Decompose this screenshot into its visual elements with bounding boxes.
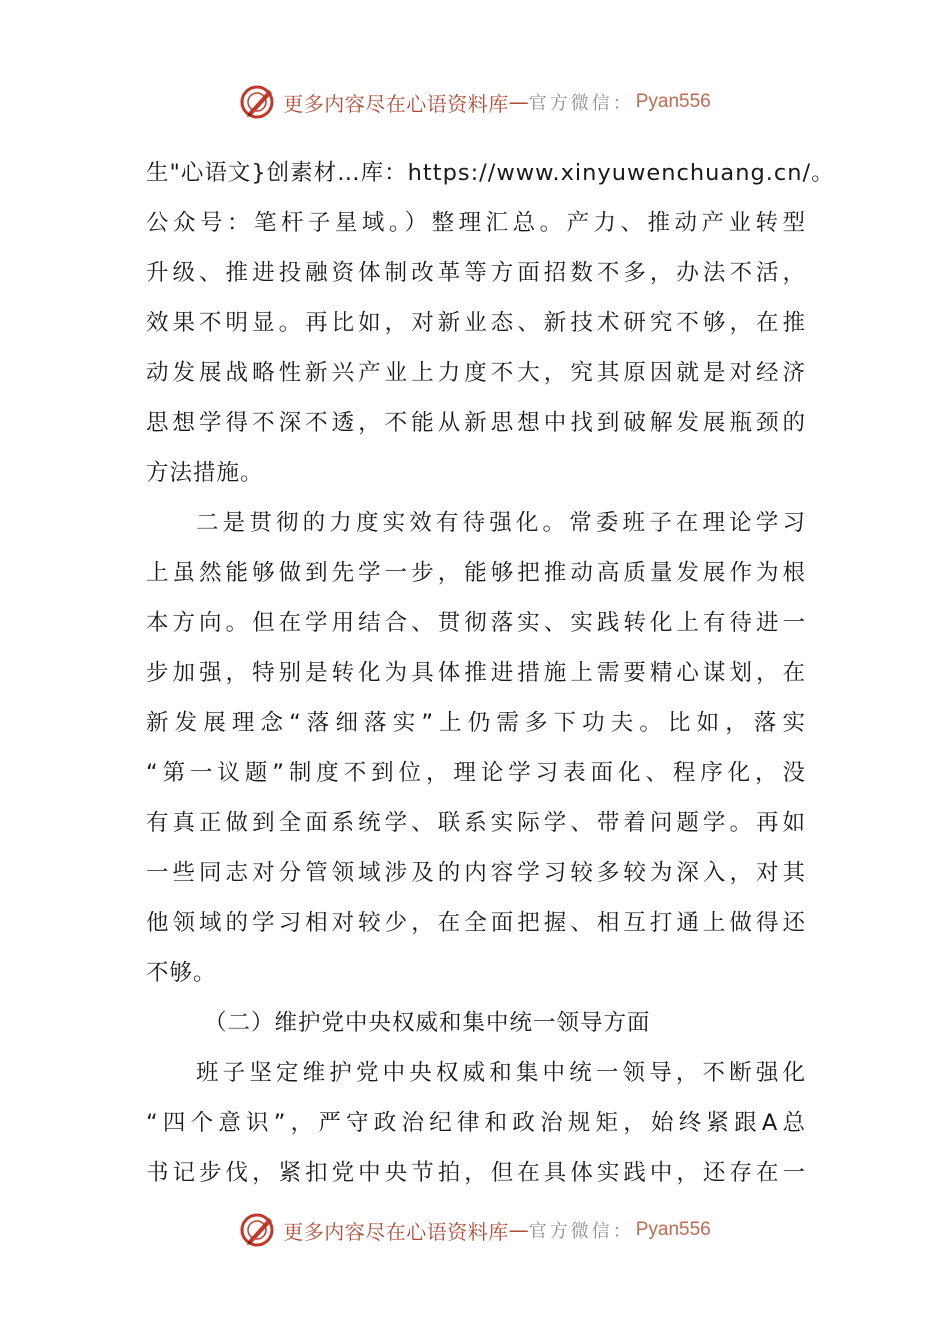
text-line: “四个意识”，严守政治纪律和政治规矩，始终紧跟A总 <box>146 1110 806 1136</box>
text-line: 本方向。但在学用结合、贯彻落实、实践转化上有待进一 <box>146 610 806 636</box>
banner-separator: — <box>508 1218 529 1242</box>
text-line: 不够。 <box>146 960 217 986</box>
text-line: 上虽然能够做到先学一步，能够把推动高质量发展作为根 <box>146 560 806 586</box>
banner-official-label: 官方微信： <box>528 1221 634 1242</box>
text-line: 他领域的学习相对较少，在全面把握、相互打通上做得还 <box>146 910 806 936</box>
text-line: 思想学得不深不透，不能从新思想中找到破解发展瓶颈的 <box>146 410 806 436</box>
document-body <box>146 148 835 1198</box>
text-line: 新发展理念“落细落实”上仍需多下功夫。比如，落实 <box>146 710 806 736</box>
banner-official-label: 官方微信： <box>528 93 634 114</box>
text-line: 步加强，特别是转化为具体推进措施上需要精心谋划，在 <box>146 660 806 686</box>
text-line: 动发展战略性新兴产业上力度不大，究其原因就是对经济 <box>146 360 806 386</box>
text-line: 方法措施。 <box>146 460 264 486</box>
text-line: 有真正做到全面系统学、联系实际学、带着问题学。再如 <box>146 810 806 836</box>
banner-title: 更多内容尽在心语资料库 <box>283 91 509 116</box>
footer-watermark-banner <box>0 1208 950 1252</box>
banner-separator: — <box>508 90 529 114</box>
text-line: 一些同志对分管领域涉及的内容学习较多较为深入，对其 <box>146 860 806 886</box>
text-line: 公众号：笔杆子星域。）整理汇总。产力、推动产业转型 <box>146 210 806 236</box>
text-line: 升级、推进投融资体制改革等方面招数不多，办法不活， <box>146 260 806 286</box>
section-heading: （二）维护党中央权威和集中统一领导方面 <box>204 1010 651 1036</box>
banner-wechat-id: Pyan556 <box>635 1219 711 1240</box>
text-line: 效果不明显。再比如，对新业态、新技术研究不够，在推 <box>146 310 806 336</box>
header-watermark-banner <box>0 80 950 124</box>
text-line: 生"心语文}创素材…库：https://www.xinyuwenchuang.cn/。 <box>146 160 835 186</box>
banner-wechat-id: Pyan556 <box>635 91 711 112</box>
banner-title: 更多内容尽在心语资料库 <box>283 1219 509 1244</box>
paragraph-start-line: 二是贯彻的力度实效有待强化。常委班子在理论学习 <box>196 510 806 536</box>
text-line: “第一议题”制度不到位，理论学习表面化、程序化，没 <box>146 760 806 786</box>
paragraph-start-line: 班子坚定维护党中央权威和集中统一领导，不断强化 <box>196 1060 806 1086</box>
pen-seal-logo-icon <box>239 82 279 122</box>
pen-seal-logo-icon <box>239 1210 279 1250</box>
text-line: 书记步伐，紧扣党中央节拍，但在具体实践中，还存在一 <box>146 1160 806 1186</box>
